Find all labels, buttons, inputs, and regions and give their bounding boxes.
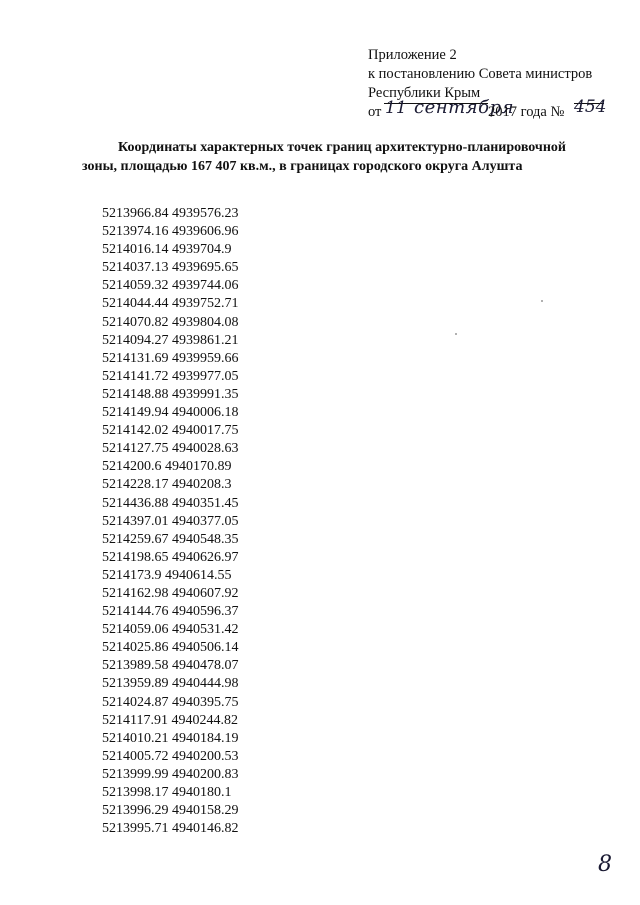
coordinate-row: 5214094.27 4939861.21: [102, 332, 239, 348]
coordinate-row: 5214016.14 4939704.9: [102, 242, 232, 258]
coordinate-row: 5213996.29 4940158.29: [102, 803, 239, 819]
coordinate-row: 5214162.98 4940607.92: [102, 585, 239, 601]
handwritten-month: сентября: [414, 97, 515, 118]
coordinate-row: 5214141.72 4939977.05: [102, 368, 239, 384]
coordinate-row: 5214259.67 4940548.35: [102, 531, 239, 547]
appendix-header: [368, 46, 607, 125]
document-title: [82, 138, 602, 176]
coordinate-row: 5213999.99 4940200.83: [102, 766, 239, 782]
scan-speck: [541, 300, 543, 302]
handwritten-decree-number: 454: [574, 97, 607, 117]
coordinate-row: 5214059.32 4939744.06: [102, 278, 239, 294]
coordinate-row: 5214131.69 4939959.66: [102, 350, 239, 366]
coordinate-row: 5213974.16 4939606.96: [102, 224, 239, 240]
coordinate-row: 5213959.89 4940444.98: [102, 676, 239, 692]
date-year: 2017 года №: [488, 104, 565, 120]
coordinate-row: 5214037.13 4939695.65: [102, 260, 239, 276]
coordinate-row: 5214024.87 4940395.75: [102, 694, 239, 710]
coordinate-row: 5214010.21 4940184.19: [102, 730, 239, 746]
coordinate-row: 5214173.9 4940614.55: [102, 567, 232, 583]
coordinate-row: 5213989.58 4940478.07: [102, 658, 239, 674]
coordinate-row: 5214149.94 4940006.18: [102, 405, 239, 421]
coordinate-row: 5214198.65 4940626.97: [102, 549, 239, 565]
coordinate-row: 5214228.17 4940208.3: [102, 477, 232, 493]
coordinate-row: 5214148.88 4939991.35: [102, 386, 239, 402]
coordinates-list: [102, 205, 239, 838]
title-line-2: зоны, площадью 167 407 кв.м., в границах городского округа Алушта: [82, 159, 523, 174]
handwritten-page-number: 8: [598, 852, 612, 877]
coordinate-row: 5213966.84 4939576.23: [102, 206, 239, 221]
appendix-label: Приложение 2: [368, 47, 457, 63]
decree-reference: к постановлению Совета министров: [368, 66, 593, 82]
handwritten-day: 11: [385, 98, 407, 118]
issuing-authority: Республики Крым: [368, 85, 481, 101]
coordinate-row: 5214127.75 4940028.63: [102, 441, 239, 457]
coordinate-row: 5214070.82 4939804.08: [102, 314, 239, 330]
coordinate-row: 5214142.02 4940017.75: [102, 423, 239, 439]
coordinate-row: 5213995.71 4940146.82: [102, 821, 239, 837]
coordinate-row: 5214025.86 4940506.14: [102, 640, 239, 656]
date-prefix: от: [368, 104, 382, 120]
coordinate-row: 5213998.17 4940180.1: [102, 785, 232, 800]
coordinate-row: 5214200.6 4940170.89: [102, 459, 232, 475]
coordinate-row: 5214117.91 4940244.82: [102, 712, 238, 728]
coordinate-row: 5214397.01 4940377.05: [102, 513, 239, 529]
coordinate-row: 5214059.06 4940531.42: [102, 622, 239, 638]
scan-speck: [455, 333, 457, 335]
coordinate-row: 5214144.76 4940596.37: [102, 604, 239, 620]
title-line-1: Координаты характерных точек границ архитектурно-планировочной: [118, 140, 566, 155]
coordinate-row: 5214005.72 4940200.53: [102, 748, 239, 764]
decree-date-line: [368, 97, 607, 125]
coordinate-row: 5214044.44 4939752.71: [102, 296, 239, 312]
coordinate-row: 5214436.88 4940351.45: [102, 495, 239, 511]
